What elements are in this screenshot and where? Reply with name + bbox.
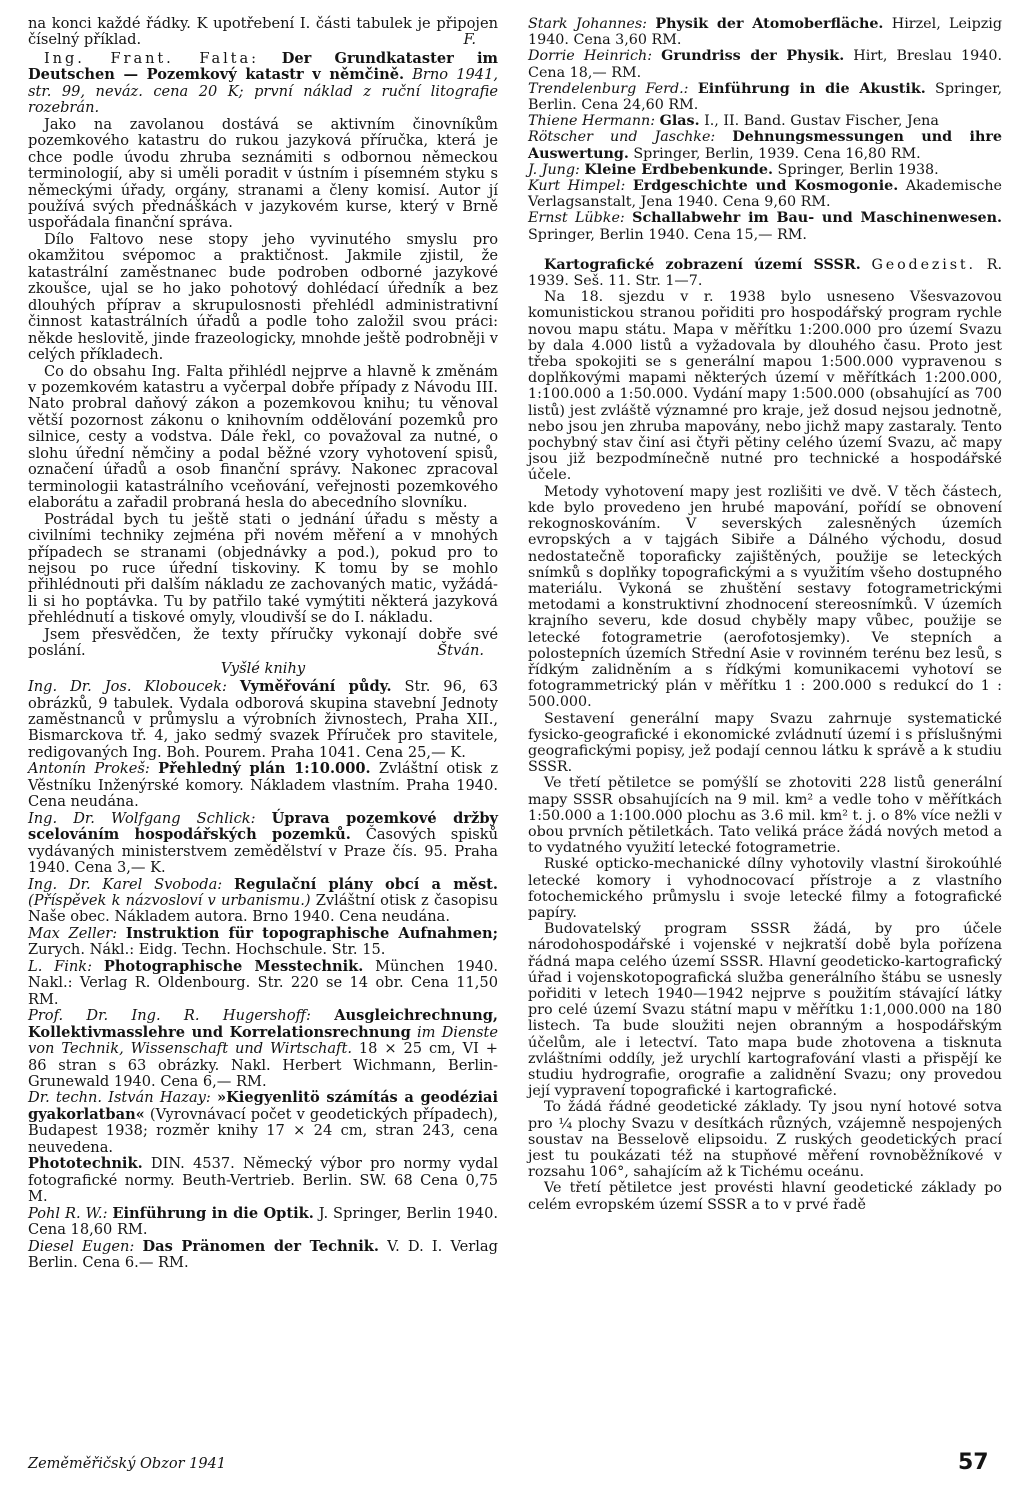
book-list-right <box>528 16 1002 243</box>
article-paragraph: Ve třetí pětiletce jest provésti hlavní geodetické základy po celém evropském území SSSR a to v prvé řadě <box>528 1180 1002 1213</box>
left-column <box>28 16 498 1271</box>
book-entry: Kurt Himpel: Erdgeschichte und Kosmogonie. Akademische Verlagsanstalt, Jena 1940. Cena 9,60 RM. <box>528 178 1003 211</box>
article-paragraph: Na 18. sjezdu v r. 1938 bylo usneseno Všesvazovou komunistickou stranou pořiditi pro hospodářský program rychle novou mapu státu. Mapa v měřítku 1:200.000 pro území Svazu by dala 4.000 listů a vyžadovala by dlouhého času. Proto jest třeba spokojiti se s generální mapou 1:500.000 vypravenou s doplňkovými mapami některých území v měřítkách 1:200.000, 1:100.000 a 1:50.000. Vydání mapy 1:500.000 (obsahující as 700 listů) jest zvláště významné pro kraje, jež dosud nejsou jednotně, nebo jsou jen zhruba mapovány, nebo jichž mapy zastaraly. Tento pochybný stav činí asi čtyři pětiny celého území Svazu, ač mapy jsou již bezpodmínečně nutné pro technické a hospodářské účele. <box>528 289 1002 484</box>
book-entry: Stark Johannes: Physik der Atomoberfläche. Hirzel, Leipzig 1940. Cena 3,60 RM. <box>528 16 1002 49</box>
book-entry: Phototechnik. DIN. 4537. Německý výbor pro normy vydal fotografické normy. Beuth-Vertrieb. Berlin. SW. 68 Cena 0,75 M. <box>28 1155 499 1206</box>
article-paragraph: Budovatelský program SSSR žádá, by pro účele národohospodářské i vojenské v nejkratší době byla pořízena řádná mapa celého území SSSR. Hlavní geodeticko-kartografický úřad i vojenskotopografická služba generálního štábu se usnesly pořiditi v letech 1940—1942 nejprve s použitím stávající látky pro celé území Svazu státní mapu v měřítku 1:1,000.000 na 180 listech. Ta bude sloužiti nejen obranným a hospodářským účelům, ale i letectví. Tato mapa bude zhotovena a tisknuta zvláštními oddíly, jež urychlí kartografování vlasti a přispějí ke studiu hydrografie, orografie a zalidnění Svazu; ony provedou její vypravení topografické i kartografické. <box>528 921 1002 1100</box>
review-paragraph: Jsem přesvědčen, že texty příručky vykonají dobře své poslání. Štván. <box>28 625 498 660</box>
article-paragraph: Sestavení generální mapy Svazu zahrnuje systematické fysicko-geografické i ekonomické zvládnutí území i s příslušnými geografickými popisy, jež podají cennou látku k správě a k studiu SSSR. <box>528 710 1002 776</box>
book-entry: Ing. Dr. Jos. Kloboucek: Vyměřování půdy. Str. 96, 63 obrázků, 9 tabulek. Vydala odborová skupina stavební Jednoty zaměstnanců v průmyslu a výrobních živnostech, Praha XII., Bismarckova tř. 4, jako sedmý svazek Příruček pro stavitele, redigovaných Ing. Boh. Pourem. Praha 1041. Cena 25,— K. <box>28 678 499 761</box>
intro-signature: F. <box>463 31 476 49</box>
book-entry: Dr. techn. István Hazay: »Kiegyenlitö számítás a geodéziai gyakorlatban« (Vyrovnávací počet v geodetických případech), Budapest 1938; rozměr knihy 17 × 24 cm, stran 243, cena neuvedena. <box>28 1089 499 1156</box>
article-header <box>528 257 1002 289</box>
falta-pub: Brno 1941, str. 99, neváz. cena 20 K; první náklad z ruční litografie rozebrán. <box>28 66 498 117</box>
book-list-left <box>28 679 498 1271</box>
book-entry: Prof. Dr. Ing. R. Hugershoff: Ausgleichrechnung, Kollektivmasslehre und Korrelationsrechnung im Dienste von Technik, Wissenschaft und Wirtschaft. 18 × 25 cm, VI + 86 stran s 63 obrázky. Nakl. Herbert Wichmann, Berlin-Grunewald 1940. Cena 6,— RM. <box>28 1007 499 1090</box>
book-entry: Rötscher und Jaschke: Dehnungsmessungen und ihre Auswertung. Springer, Berlin, 1939. Cena 16,80 RM. <box>528 129 1002 162</box>
book-entry: Diesel Eugen: Das Pränomen der Technik. V. D. I. Verlag Berlin. Cena 6.— RM. <box>28 1237 498 1271</box>
article-paragraph: Ruské opticko-mechanické dílny vyhotovily vlastní širokoúhlé letecké komory i vyhodnocovací přístroje a z vlastního fotochemického průmyslu i svoje letecké filmy a fotografické papíry. <box>528 856 1002 921</box>
book-entry: Ing. Dr. Karel Svoboda: Regulační plány obcí a měst. (Příspěvek k názvosloví v urbanismu.) Zvláštní otisk z časopisu Naše obec. Nákladem autora. Brno 1940. Cena neudána. <box>28 875 499 926</box>
article-issue: R. 1939. Seš. 11. Str. 1—7. <box>528 256 1002 290</box>
review-paragraph: Co do obsahu Ing. Falta přihlédl nejprve a hlavně k změnám v pozemkovém katastru a vyčerpal dobře případy z Návodu III. Nato probral daňový zákon a pozemkovou knihu; tu věnoval větší pozornost zákonu o knihovním oddělování pozemků pro silnice, cesty a vodstva. Dále řekl, co považoval za nutné, o slohu úřední němčiny a podal běžné vzory vyhotovení spisů, označení úřadů a osob finanční správy. Nakonec zpracoval terminologii katastrálního vceňování, veřejnosti pozemkového elaborátu a zařadil probraná hesla do abecedního slovníku. <box>28 362 498 512</box>
article-paragraph: Metody vyhotovení mapy jest rozlišiti ve dvě. V těch částech, kde bylo provedeno jen hrubé mapování, pořídí se obnovení rekognoskováním. V severských zalesněných územích evropských a v tajgách Sibiře a Dálného východu, dosud nedostatečně toporaficky zajištěných, použije se leteckých snímků s doplňky topografickými a s využitím všeho dostupného materiálu. Vykoná se zhuštění sestavy fotogrametrickými metodami a konstruktivní zhodnocení stereosnímků. V územích krajního severu, kde dosud chyběly mapy vůbec, použije se letecké fotogrametrie (aerofotosjemky). Ve stepních a polostepních územích Střední Asie v rovinném terénu bez lesů, s řídkým zalidněním a s řídkými komunikacemi vyhotoví se fotogrammetrický plán v měřítku 1 : 200.000 s redukcí do 1 : 500.000. <box>528 483 1002 711</box>
book-entry: J. Jung: Kleine Erdbebenkunde. Springer, Berlin 1938. <box>528 161 939 178</box>
page-number: 57 <box>958 1450 989 1475</box>
article-paragraph: To žádá řádné geodetické základy. Ty jsou nyní hotové sotva pro ¼ plochy Svazu v desítkách různých, vzájemně nespojených soustav na Besselově elipsoidu. Z ruských geodetických prací jest tu poukázati též na stupňové měření rovnoběžníkové v rozsahu 106°, sahajícím až k Tichému oceánu. <box>528 1099 1002 1181</box>
book-entry: Ing. Dr. Wolfgang Schlick: Úprava pozemkové držby scelováním hospodářských pozemků. Časových spisků vydávaných ministerstvem zemědělství v Praze čís. 95. Praha 1940. Cena 3,— K. <box>28 809 499 877</box>
review-paragraph: Dílo Faltovo nese stopy jeho vyvinutého smyslu pro okamžitou svépomoc a praktičnost. Jakmile zjistil, že katastrální zaměstnanec bude podroben odborné jazykové zkoušce, ujal se ho jako pohotový dohlédací úředník a bez dlouhých příprav a skrupulosnosti přehlédl administrativní činnost katastrálních úřadů a podle toho založil svou práci: někde heslovitě, jinde frazeologicky, mnohde ještě podrobněji v celých příkladech. <box>28 230 498 364</box>
review-signature: Štván. <box>437 642 484 660</box>
book-entry: Thiene Hermann: Glas. I., II. Band. Gustav Fischer, Jena <box>528 113 939 130</box>
review-paragraph: Postrádal bych tu ještě stati o jednání úřadu s městy a civilními techniky zejména při novém měření a v mnohých případech se stranami (objednávky a pod.), pokud pro to nejsou po ruce úřední tiskoviny. K tomu by se mohlo přihlédnouti při dalším nákladu ze zachovaných matic, vyžádá-li si ho poptávka. Tu by patřilo také vymýtiti některá jazyková přehlédnutí a tiskové omyly, vloudivší se do I. nákladu. <box>28 510 498 627</box>
book-entry: Trendelenburg Ferd.: Einführung in die Akustik. Springer, Berlin. Cena 24,60 RM. <box>528 80 1003 114</box>
footer-journal-title: Zeměměřičský Obzor 1941 <box>28 1456 227 1472</box>
section-heading: Vyšlé knihy <box>220 659 306 677</box>
review-paragraph: Jako na zavolanou dostává se aktivním činovníkům pozemkového katastru do rukou jazyková příručka, která je chce podle úvodu zhruba seznámiti s odbornou německou terminologií, aby si uměli poradit v ústním i písemném styku s německými úřady, orgány, stranami a členy komisí. Autor jí používá svých přednáškách v jazykovém kurse, který v Brně uspořádala finanční správa. <box>28 115 498 232</box>
article-paragraph: Ve třetí pětiletce se pomýšlí se zhotoviti 228 listů generální mapy SSSR obsahujících na 9 mil. km² a vedle toho v měřítkách 1:50.000 a 1:100.000 plochu as 3.6 mil. km² t. j. o 8% více nežli v obou prvních pětiletkách. Tato veliká práce žádá nových metod a to vydatného využití letecké fotogrametrie. <box>528 775 1002 857</box>
article-title: Kartografické zobrazení území SSSR. <box>544 256 861 273</box>
book-entry: Pohl R. W.: Einführung in die Optik. J. Springer, Berlin 1940. Cena 18,60 RM. <box>28 1204 498 1239</box>
falta-entry <box>28 51 498 117</box>
book-entry: Max Zeller: Instruktion für topographische Aufnahmen; Zurych. Nákl.: Eidg. Techn. Hochschule. Str. 15. <box>28 924 499 959</box>
falta-title: Der Grundkataster im Deutschen — Pozemkový katastr v němčině. <box>28 49 498 84</box>
book-entry: Ernst Lübke: Schallabwehr im Bau- und Maschinenwesen. Springer, Berlin 1940. Cena 15,— RM. <box>528 210 1003 243</box>
right-column <box>528 16 1002 1213</box>
book-entry: L. Fink: Photographische Messtechnik. München 1940. Nakl.: Verlag R. Oldenbourg. Str. 220 se 14 obr. Cena 11,50 RM. <box>28 957 498 1008</box>
book-entry: Antonín Prokeš: Přehledný plán 1:10.000. Zvláštní otisk z Věstníku Inženýrské komory. Nákladem vlastním. Praha 1940. Cena neudána. <box>28 760 499 811</box>
article-journal: Geodezist. <box>871 256 976 273</box>
falta-author: Ing. Frant. Falta: <box>44 49 259 67</box>
intro-text: na konci každé řádky. K upotřebení I. části tabulek je připojen číselný příklad. F. <box>28 15 498 49</box>
book-entry: Dorrie Heinrich: Grundriss der Physik. Hirt, Breslau 1940. Cena 18,— RM. <box>528 48 1002 81</box>
